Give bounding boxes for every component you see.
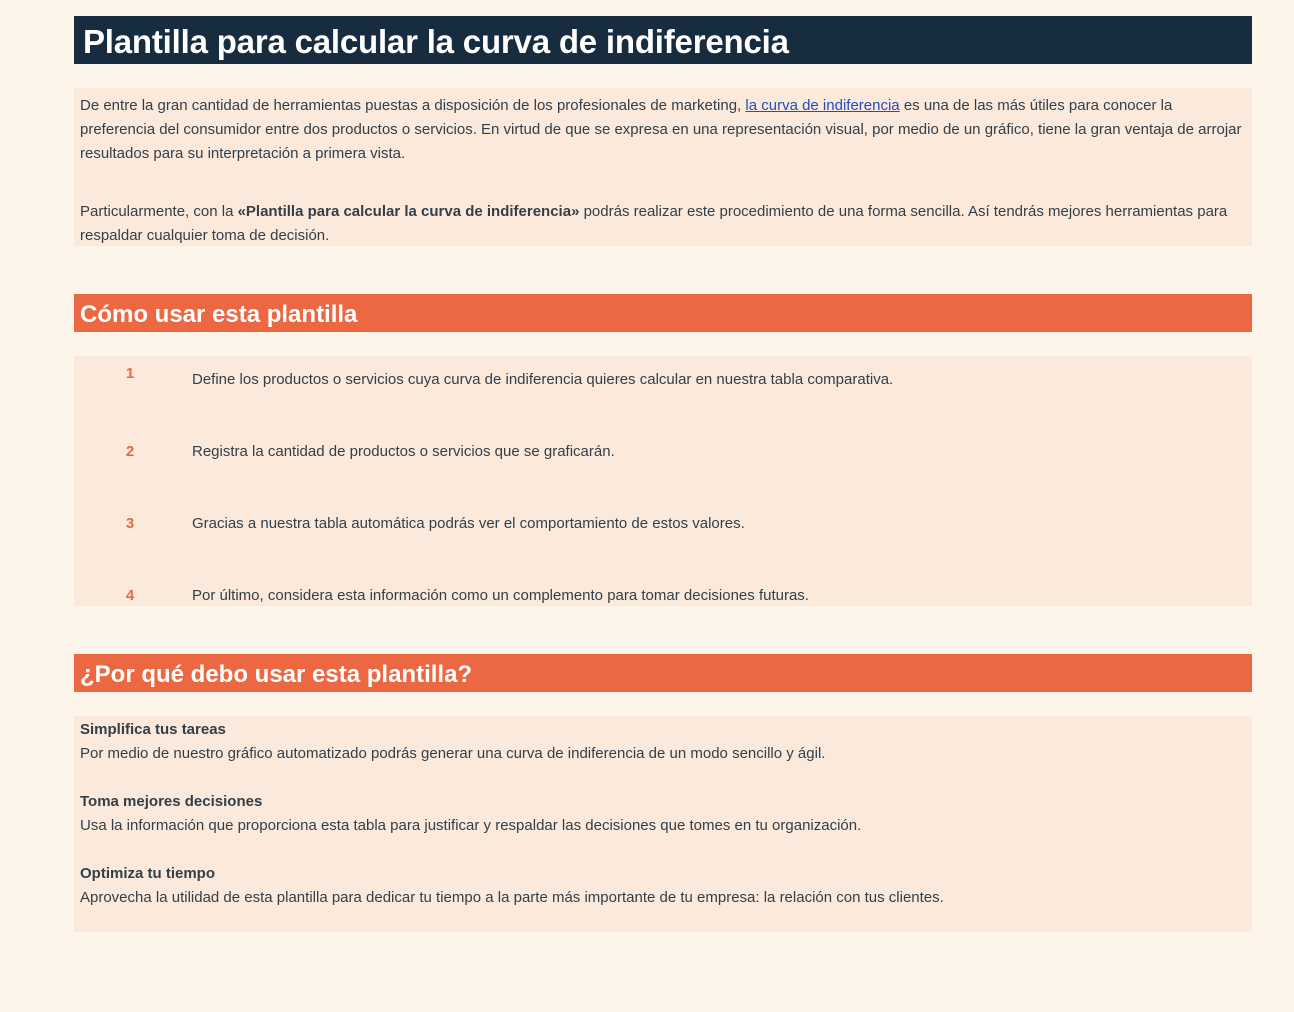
step-text: Define los productos o servicios cuya curva de indiferencia quieres calcular en nuestra tabla comparativa. <box>192 371 894 388</box>
intro-template-name: «Plantilla para calcular la curva de indiferencia» <box>237 203 580 220</box>
page-title: Plantilla para calcular la curva de indiferencia <box>83 23 789 60</box>
step-number: 3 <box>125 515 135 532</box>
intro-text-1b: es una de las más útiles para conocer la preferencia del consumidor entre dos productos o servicios. En virtud de que se expresa en una representación visual, por medio de un gráfico, tiene la gran ventaja de arrojar resultados para su interpretación a primera vista. <box>80 97 1242 162</box>
intro-panel <box>74 88 1252 246</box>
step-text: Gracias a nuestra tabla automática podrás ver el comportamiento de estos valores. <box>192 515 745 532</box>
benefit-item <box>80 862 1246 910</box>
steps-panel <box>74 356 1252 606</box>
benefit-title: Toma mejores decisiones <box>80 793 263 810</box>
step-2 <box>74 440 1252 464</box>
benefit-item <box>80 718 1246 766</box>
why-use-header <box>74 654 1252 692</box>
step-text: Por último, considera esta información como un complemento para tomar decisiones futuras. <box>192 587 809 604</box>
benefit-text: Aprovecha la utilidad de esta plantilla para dedicar tu tiempo a la parte más importante de tu empresa: la relación con tus clientes. <box>80 889 944 906</box>
step-4 <box>74 584 1252 608</box>
step-number: 2 <box>125 443 135 460</box>
benefit-title: Simplifica tus tareas <box>80 721 226 738</box>
benefits-panel <box>74 716 1252 932</box>
how-to-use-heading: Cómo usar esta plantilla <box>80 301 358 328</box>
step-number: 1 <box>125 365 135 382</box>
benefit-text: Usa la información que proporciona esta tabla para justificar y respaldar las decisiones que tomes en tu organización. <box>80 817 862 834</box>
why-use-heading: ¿Por qué debo usar esta plantilla? <box>80 661 473 688</box>
intro-text-2b: podrás realizar este procedimiento de una forma sencilla. Así tendrás mejores herramientas para respaldar cualquier toma de decisión. <box>80 203 1228 244</box>
benefit-text: Por medio de nuestro gráfico automatizado podrás generar una curva de indiferencia de un modo sencillo y ágil. <box>80 745 826 762</box>
intro-paragraph-2 <box>80 200 1246 248</box>
benefit-title: Optimiza tu tiempo <box>80 865 215 882</box>
indifference-curve-link[interactable]: la curva de indiferencia <box>745 97 900 114</box>
step-number: 4 <box>125 587 135 604</box>
intro-paragraph-1 <box>80 94 1246 166</box>
intro-text-1a: De entre la gran cantidad de herramientas puestas a disposición de los profesionales de marketing, <box>80 97 746 114</box>
step-text: Registra la cantidad de productos o servicios que se graficarán. <box>192 443 615 460</box>
title-bar <box>74 16 1252 64</box>
step-3 <box>74 512 1252 536</box>
step-1 <box>74 365 1252 392</box>
benefit-item <box>80 790 1246 838</box>
how-to-use-header <box>74 294 1252 332</box>
intro-text-2a: Particularmente, con la <box>80 203 238 220</box>
